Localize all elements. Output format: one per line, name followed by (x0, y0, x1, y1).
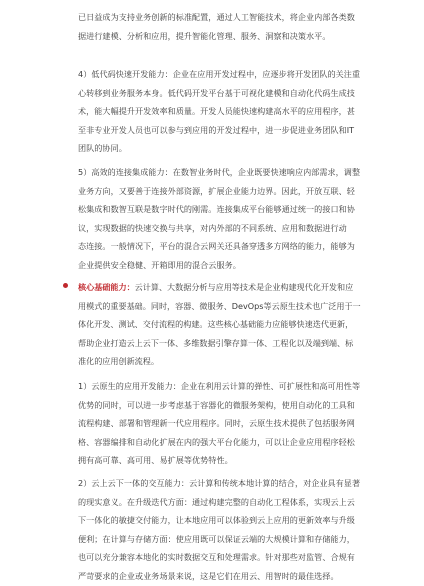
text-line: 企业提供安全稳健、开箱即用的混合云服务。 (78, 259, 241, 270)
text-line: 议，实现数据的快速交换与共享，对内外部的不同系统、应用和数据进行动 (78, 222, 347, 233)
text-line: 也可以充分兼容本地化的实时数据交互和处理需求。针对那些对监管、合规有 (78, 552, 355, 563)
paragraph-low-code (78, 65, 408, 158)
paragraph-cloud-native (78, 377, 408, 470)
text-line: 4）低代码快速开发能力：企业在应用开发过程中，应逐步将开发团队的关注重 (78, 69, 361, 79)
text-line: 据进行建模、分析和应用，提升智能化管理、服务、洞察和决策水平。 (78, 30, 331, 41)
paragraph-integration (78, 163, 408, 275)
paragraph-intro (78, 8, 408, 45)
text-line: 态连接。一般情况下，平台的混合云网关还具备穿透多方网络的能力，能够为 (78, 241, 355, 252)
text-line: 5）高效的连接集成能力：在数智业务时代，企业既要快速响应内部需求，调整 (78, 167, 361, 177)
text-line: 流程构建、部署和管理新一代应用程序。同时，云原生技术提供了包括服务网 (78, 418, 355, 429)
text-line: 松集成和数智互联是数字时代的刚需。连接集成平台能够通过统一的接口和协 (78, 204, 355, 215)
bullet-paragraph (78, 278, 408, 371)
text-line: 体化开发、测试、交付流程的构建。这些核心基础能力应能够快速迭代更新， (78, 319, 354, 330)
text-line: 业务方向，又要善于连接外部资源，扩展企业能力边界。因此，开放互联、轻 (78, 185, 355, 196)
text-line: 团队的协同。 (78, 143, 127, 154)
text-line: 准化的应用创新流程。 (78, 356, 159, 367)
text-line: 优势的同时，可以进一步考虑基于容器化的微服务架构，使用自动化的工具和 (78, 399, 355, 410)
text-line: 便利；在计算与存储方面：使应用既可以保证云端的大规模计算和存储能力， (78, 533, 355, 544)
bullet-first-line: 云计算、大数据分析与应用等技术是企业构建现代化开发和应 (134, 282, 354, 292)
text-line: 心转移到业务服务本身。低代码开发平台基于可视化建模和自动化代码生成技 (78, 87, 355, 98)
bullet-label: 核心基础能力： (78, 282, 135, 292)
text-line (78, 278, 408, 297)
text-line: 拥有高可靠、高可用、易扩展等优势特性。 (78, 455, 233, 466)
text-line: 1）云原生的应用开发能力：企业在利用云计算的弹性、可扩展性和高可用性等 (78, 381, 361, 391)
text-line: 严苛要求的企业或业务场景来说，这是它们在用云、用智时的最佳选择。 (78, 570, 339, 581)
text-line: 格、容器编排和自动化扩展在内的强大平台化能力，可以让企业应用程序轻松 (78, 436, 355, 447)
text-line: 下一体化的敏捷交付能力，让本地应用可以体验到云上应用的更新效率与升级 (78, 515, 355, 526)
bullet-dot-icon (63, 283, 68, 288)
text-line: 的现实意义。在升级迭代方面：通过构建完整的自动化工程体系，实现云上云 (78, 496, 355, 507)
text-line: 2）云上云下一体的交互能力：云计算和传统本地计算的结合，对企业具有显著 (78, 478, 361, 488)
text-line: 帮助企业打造云上云下一体、多维数据引擎存算一体、工程化以及端到端、标 (78, 337, 354, 348)
text-line: 术，能大幅提升开发效率和质量。开发人员能快速构建高水平的应用程序，甚 (78, 106, 355, 117)
paragraph-hybrid-cloud (78, 474, 408, 586)
text-line: 用模式的重要基础。同时，容器、微服务、DevOps等云原生技术也广泛用于一 (78, 300, 361, 311)
text-line: 至非专业开发人员也可以参与到应用的开发过程中，进一步促进业务团队和IT (78, 124, 355, 135)
text-line: 已日益成为支持业务创新的标准配置，通过人工智能技术，将企业内部各类数 (78, 12, 355, 22)
